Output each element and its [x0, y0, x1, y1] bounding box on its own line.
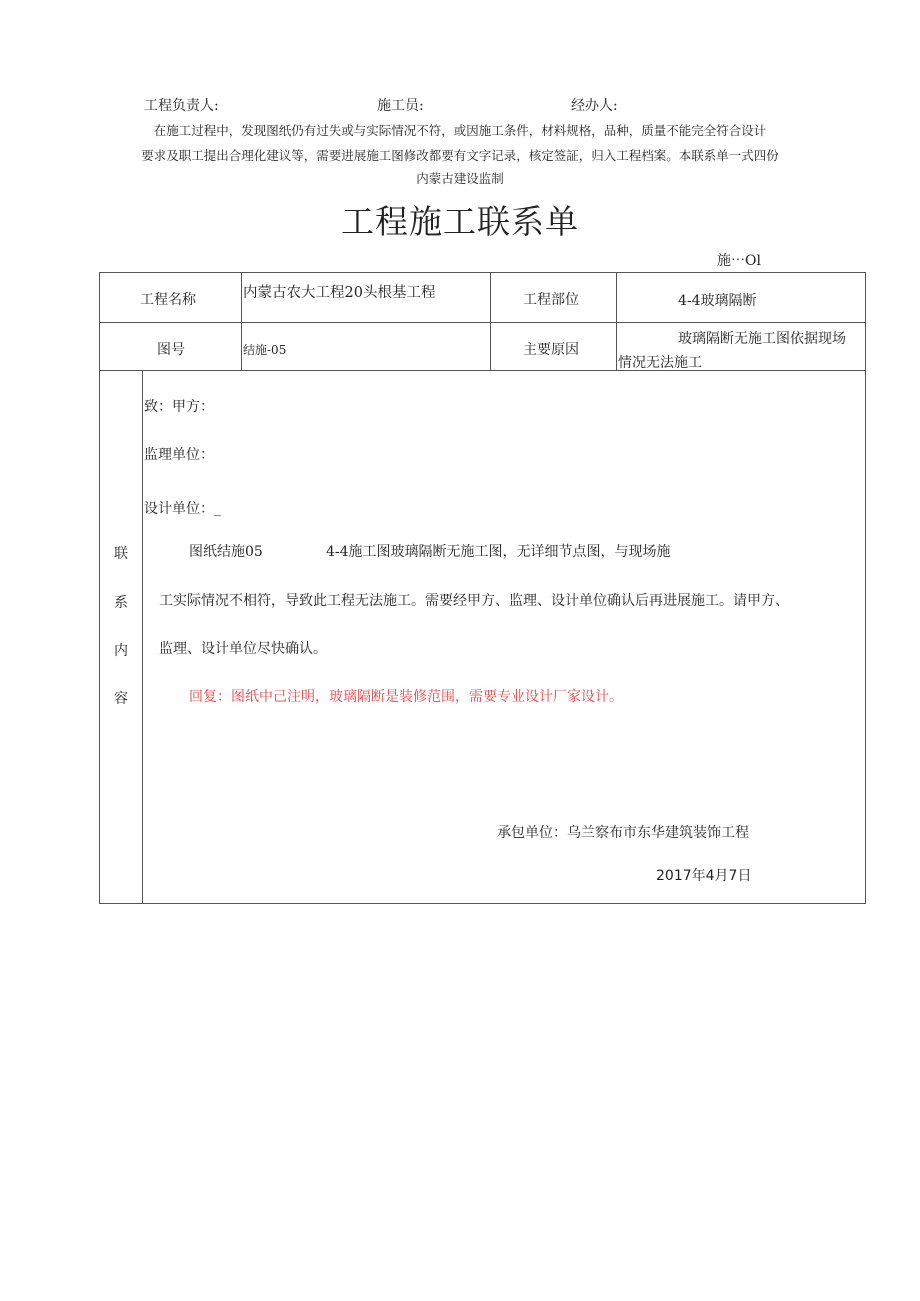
row-divider-1: [100, 322, 865, 323]
addressee-designer: 设计单位：_: [144, 501, 221, 517]
contact-form-table: [99, 272, 866, 904]
reply-text: 回复：图纸中己注明，玻璃隔断是装修范围，需要专业设计厂家设计。: [189, 689, 623, 705]
side-label-char-4: 容: [114, 691, 128, 707]
col-divider-1: [241, 273, 242, 370]
side-label-char-3: 内: [114, 643, 128, 659]
addressee-supervisor: 监理单位：: [144, 447, 214, 463]
side-label-char-1: 联: [114, 546, 128, 562]
constructor-label: 施工员:: [377, 98, 424, 114]
project-name-value: 内蒙古农大工程20头根基工程: [243, 285, 436, 301]
body-line-3: 监理、设计单位尽快确认。: [159, 641, 327, 657]
main-reason-line-1: 玻璃隔断无施工图依据现场: [678, 331, 846, 347]
row-divider-2: [100, 370, 865, 371]
note-line-1: 在施工过程中，发现图纸仍有过失或与实际情况不符，或因施工条件，材料规格，品种，质量不能完全符合设计: [153, 123, 767, 138]
main-reason-label: 主要原因: [523, 342, 579, 358]
page-title: 工程施工联系单: [341, 202, 579, 241]
document-number: 施⋯Ol: [717, 253, 761, 269]
drawing-no-label: 图号: [157, 342, 185, 358]
project-name-label: 工程名称: [140, 292, 196, 308]
handler-label: 经办人:: [571, 98, 618, 114]
side-divider: [142, 370, 143, 903]
note-line-2: 要求及职工提出合理化建议等，需要进展施工图修改都要有文字记录，核定签証，归入工程档案。本联系单一式四份: [141, 148, 779, 163]
project-lead-label: 工程负责人:: [144, 98, 219, 114]
drawing-no-value: 结施-05: [243, 343, 287, 357]
col-divider-3: [616, 273, 617, 370]
main-reason-line-2: 情况无法施工: [618, 355, 702, 371]
contractor-line: 承包单位：乌兰察布市东华建筑装饰工程: [497, 825, 749, 841]
side-label-char-2: 系: [114, 595, 128, 611]
body-line-1-b: 4-4施工图玻璃隔断无施工图，无详细节点图，与现场施: [326, 544, 671, 560]
body-line-2: 工实际情况不相符，导致此工程无法施工。需要经甲方、监理、设计单位确认后再进展施工。请甲方、: [159, 593, 789, 609]
addressee-owner: 致：甲方：: [144, 399, 214, 415]
project-part-label: 工程部位: [523, 292, 579, 308]
body-line-1-a: 图纸结施05: [189, 544, 263, 560]
project-part-value: 4-4玻璃隔断: [678, 293, 757, 309]
note-line-3: 内蒙古建设监制: [416, 171, 504, 186]
col-divider-2: [490, 273, 491, 370]
date-line: 2017年4月7日: [656, 868, 752, 884]
